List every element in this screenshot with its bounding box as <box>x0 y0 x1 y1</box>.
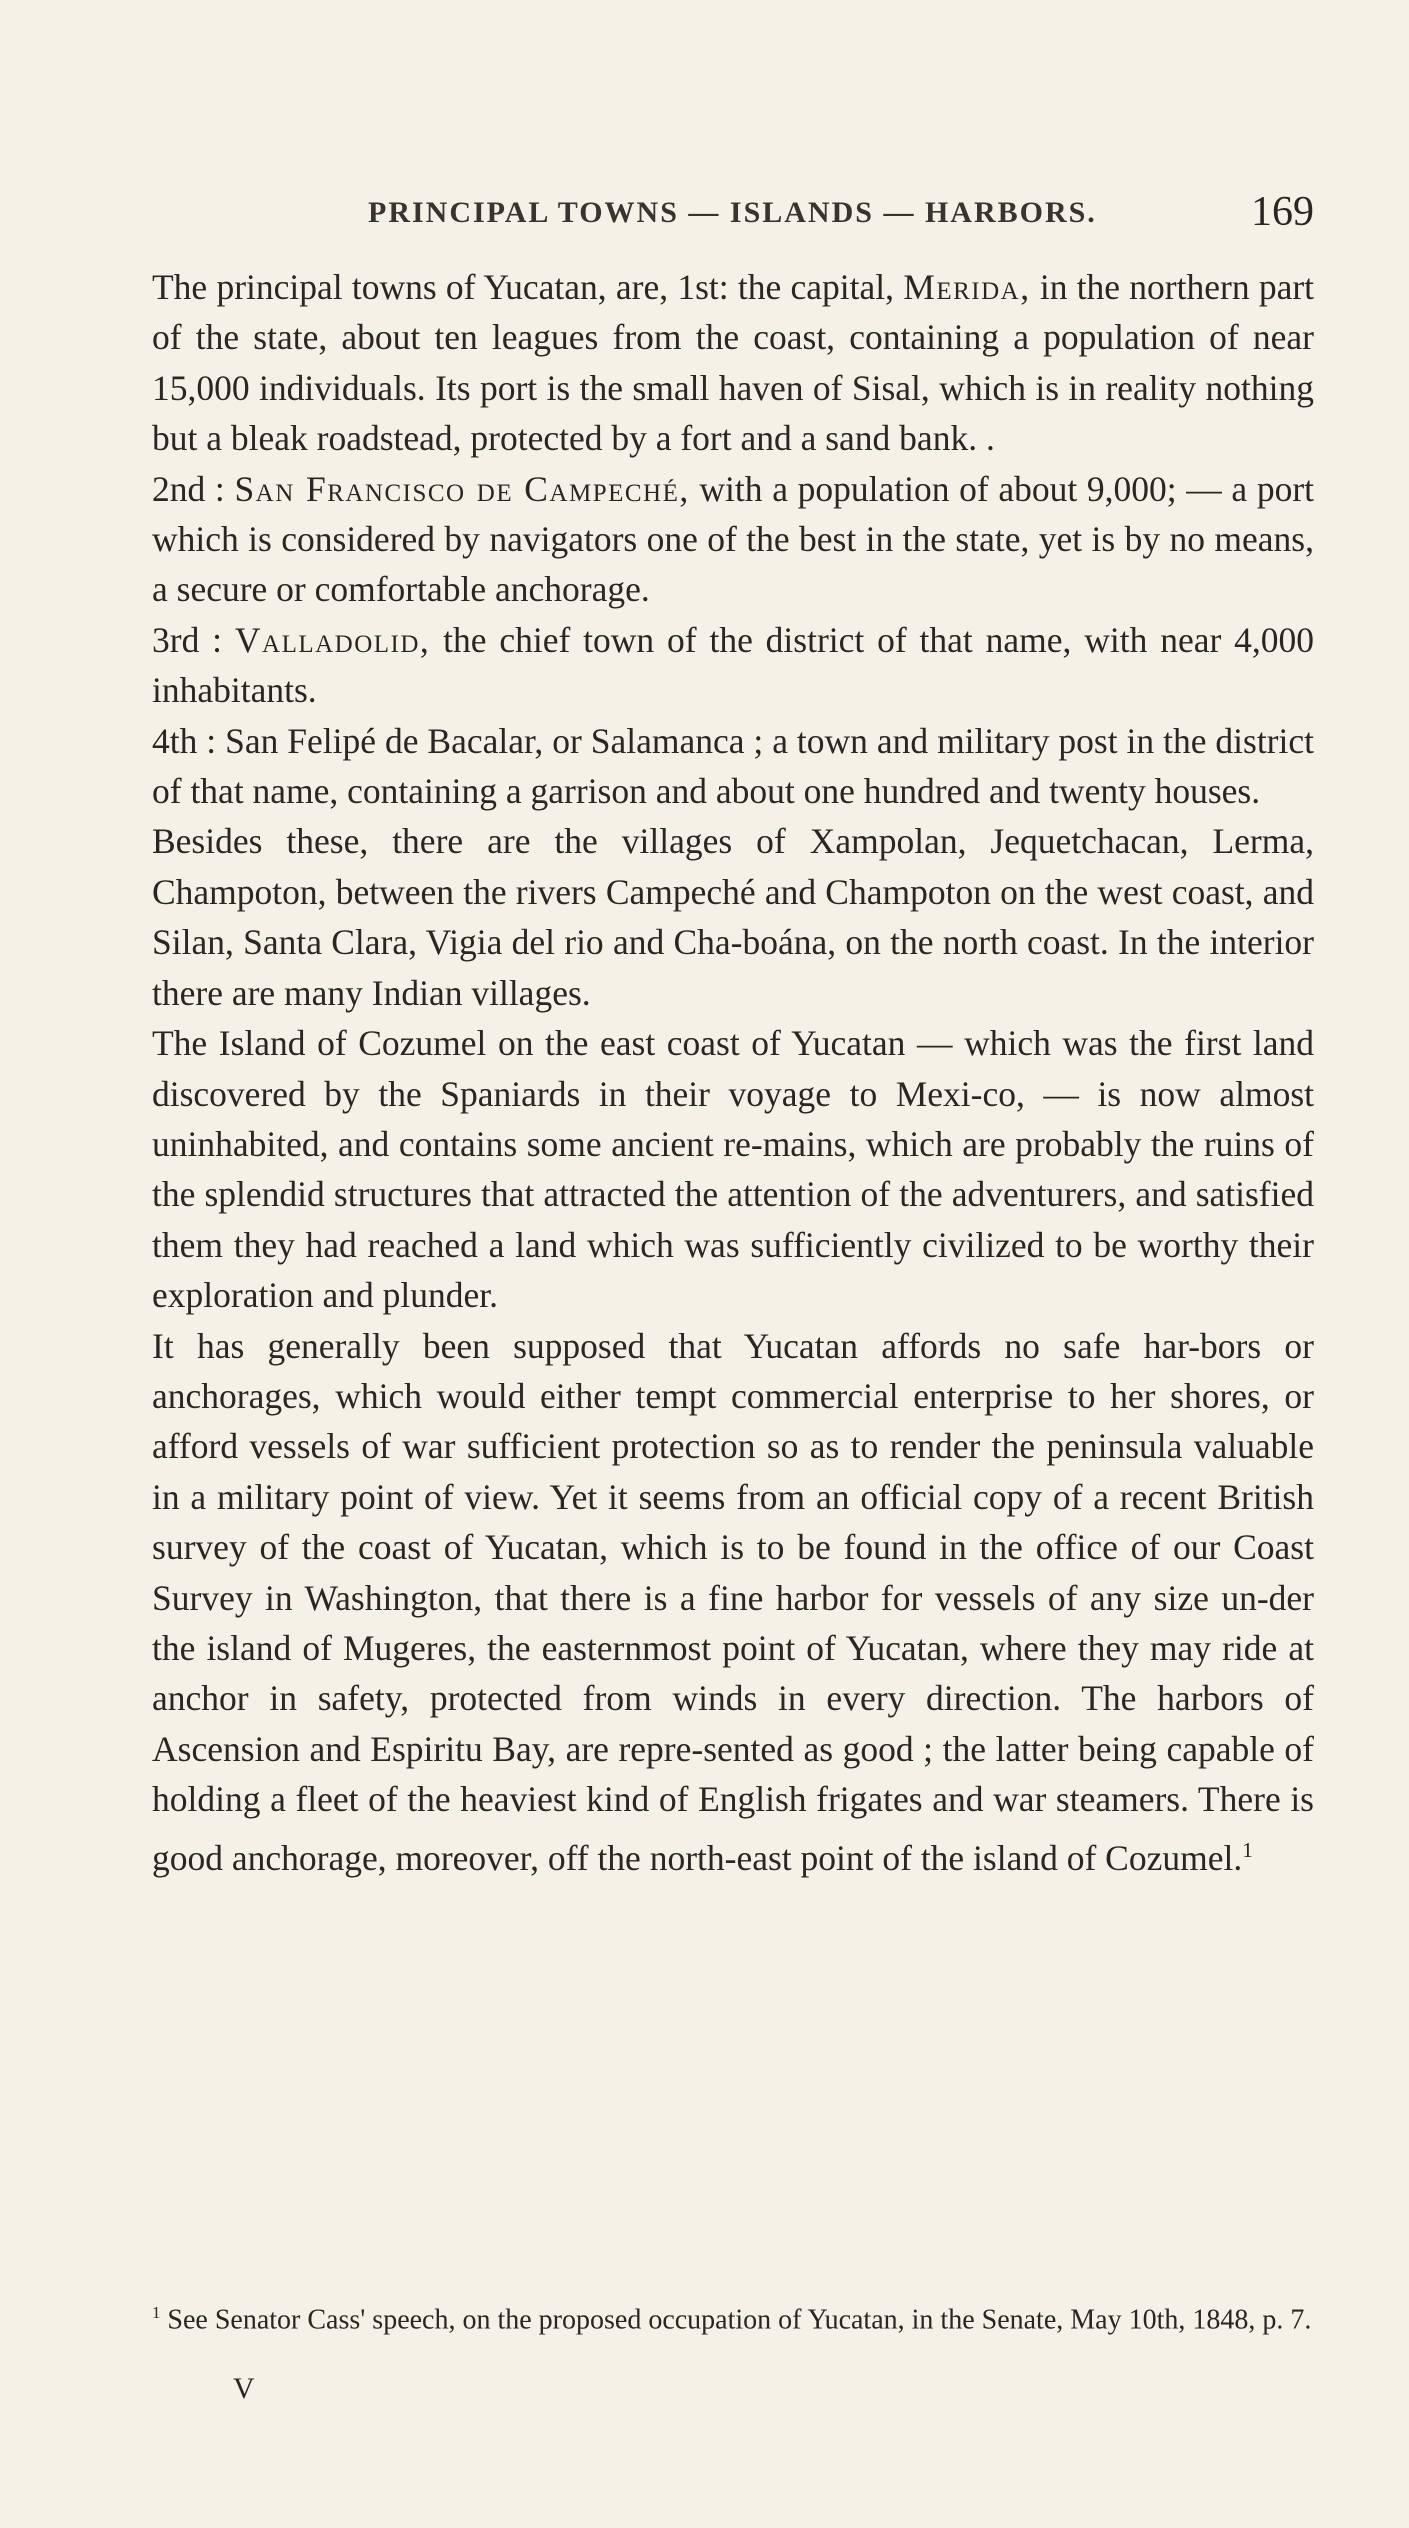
paragraph-cozumel: The Island of Cozumel on the east coast of Yucatan — which was the first land discovered by the Spaniards in their voyage to Mexi-co, — is now almost uninhabited, and contains some ancient re-mains, which are probably the ruins of the splendid structures that attracted the attention of the adventurers, and satisfied them they had reached a land which was sufficiently civilized to be worthy their exploration and plunder. <box>152 1023 1314 1316</box>
town-name-merida: Merida, <box>903 267 1031 307</box>
paragraph-valladolid <box>152 615 1314 716</box>
paragraph-text: The principal towns of Yucatan, are, 1st: the capital, <box>152 267 904 307</box>
signature-mark: V <box>233 2372 255 2405</box>
footnote-text: See Senator Cass' speech, on the proposed occupation of Yucatan, in the Senate, May 10th, 1848, p. 7. <box>160 2304 1312 2336</box>
footnote-mark: 1 <box>152 2303 161 2322</box>
paragraph-text: with a population of about 9,000; — a port which is considered by navigators one of the best in the state, yet is by no means, a secure or comfortable anchorage. <box>152 468 1314 610</box>
running-head: PRINCIPAL TOWNS — ISLANDS — HARBORS. <box>368 196 1097 229</box>
paragraph-campeche <box>152 464 1314 615</box>
page-number: 169 <box>1251 189 1314 235</box>
town-name-campeche: San Francisco de Campeché, <box>234 468 690 509</box>
body-text <box>152 262 1314 1883</box>
paragraph-text: 2nd : <box>152 468 235 509</box>
paragraph-text: It has generally been supposed that Yucatan affords no safe har-bors or anchorages, which would either tempt commercial enterprise to her shores, or afford vessels of war sufficient protection so as to render the peninsula valuable in a military point of view. Yet it seems from an official copy of a recent British survey of the coast of Yucatan, which is to be found in the office of our Coast Survey in Washington, that there is a fine harbor for vessels of any size un-der the island of Mugeres, the easternmost point of Yucatan, where they may ride at anchor in safety, protected from winds in every direction. The harbors of Ascension and Espiritu Bay, are repre-sented as good ; the latter being capable of holding a fleet of the heaviest kind of English frigates and war steamers. There is good anchorage, moreover, off the north-east point of the island of Cozumel. <box>152 1325 1314 1878</box>
paragraph-principal-towns <box>152 262 1314 464</box>
paragraph-villages: Besides these, there are the villages of Xampolan, Jequetchacan, Lerma, Champoton, between the rivers Campeché and Champoton on the west coast, and Silan, Santa Clara, Vigia del rio and Cha-boána, on the north coast. In the interior there are many Indian villages. <box>152 821 1314 1013</box>
paragraph-text: the chief town of the district of that name, with near 4,000 inhabitants. <box>152 619 1315 711</box>
paragraph-harbors <box>152 1321 1314 1883</box>
footnotes <box>152 2295 1314 2338</box>
paragraph-text: 3rd : <box>152 619 235 660</box>
paragraph-bacalar: 4th : San Felipé de Bacalar, or Salamanca ; a town and military post in the district of that name, containing a garrison and about one hundred and twenty houses. <box>152 720 1314 812</box>
page-header <box>152 188 1314 248</box>
paragraph-text: in the northern part of the state, about ten leagues from the coast, containing a population of near 15,000 individuals. Its port is the small haven of Sisal, which is in reality nothing but a bleak roadstead, protected by a fort and a sand bank. . <box>152 267 1315 459</box>
footnote-reference: 1 <box>1242 1837 1253 1862</box>
town-name-valladolid: Valladolid, <box>234 619 431 660</box>
